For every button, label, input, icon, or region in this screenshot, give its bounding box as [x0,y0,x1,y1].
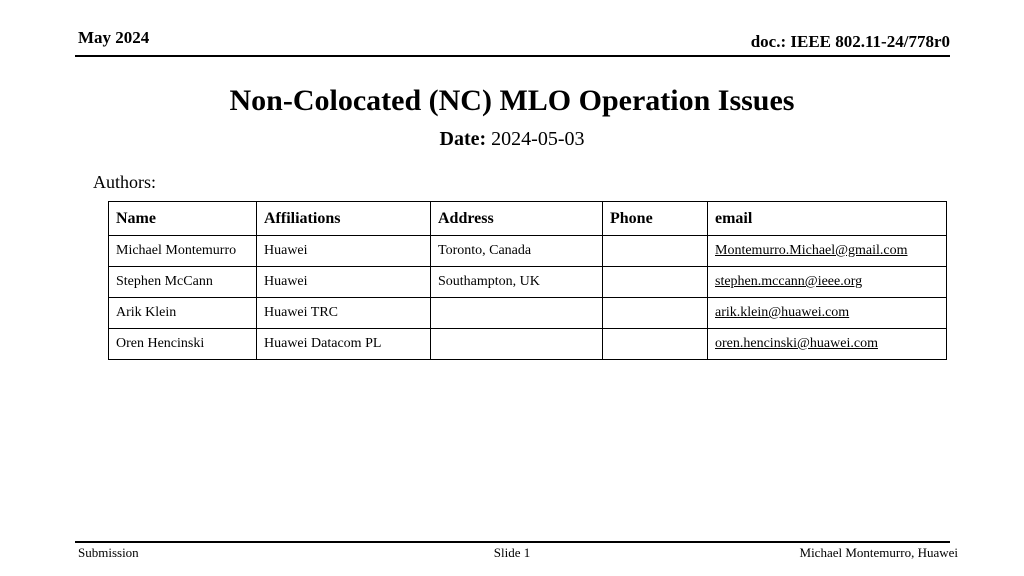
author-affiliation: Huawei TRC [257,298,431,329]
email-link[interactable]: Montemurro.Michael@gmail.com [715,243,908,258]
author-phone [603,236,708,267]
author-address: Southampton, UK [431,267,603,298]
email-link[interactable]: oren.hencinski@huawei.com [715,336,878,351]
authors-table [108,201,947,360]
email-link[interactable]: arik.klein@huawei.com [715,305,850,320]
column-header-email: email [708,202,947,236]
author-affiliation: Huawei [257,236,431,267]
author-phone [603,329,708,360]
header-divider [75,55,950,57]
footer-author: Michael Montemurro, Huawei [799,545,958,560]
date-line [0,128,1024,151]
table-row [109,298,947,329]
column-header-name: Name [109,202,257,236]
footer-submission: Submission [78,545,139,560]
author-address [431,298,603,329]
authors-label: Authors: [93,172,156,192]
footer-divider [75,541,950,543]
author-name: Stephen McCann [109,267,257,298]
email-link[interactable]: stephen.mccann@ieee.org [715,274,863,289]
author-email-cell [708,329,947,360]
date-label: Date: [439,128,487,150]
table-row [109,329,947,360]
author-address [431,329,603,360]
slide-title: Non-Colocated (NC) MLO Operation Issues [229,84,795,117]
author-email-cell [708,298,947,329]
author-email-cell [708,267,947,298]
table-header-row [109,202,947,236]
author-name: Oren Hencinski [109,329,257,360]
column-header-address: Address [431,202,603,236]
author-affiliation: Huawei [257,267,431,298]
header-date: May 2024 [78,28,150,47]
date-value: 2024-05-03 [491,128,585,150]
author-phone [603,298,708,329]
header-doc-number: doc.: IEEE 802.11-24/778r0 [750,32,950,51]
author-affiliation: Huawei Datacom PL [257,329,431,360]
author-name: Arik Klein [109,298,257,329]
footer-slide-number: Slide 1 [493,545,531,560]
author-phone [603,267,708,298]
author-email-cell [708,236,947,267]
column-header-affiliations: Affiliations [257,202,431,236]
author-name: Michael Montemurro [109,236,257,267]
table-row [109,267,947,298]
column-header-phone: Phone [603,202,708,236]
table-row [109,236,947,267]
author-address: Toronto, Canada [431,236,603,267]
